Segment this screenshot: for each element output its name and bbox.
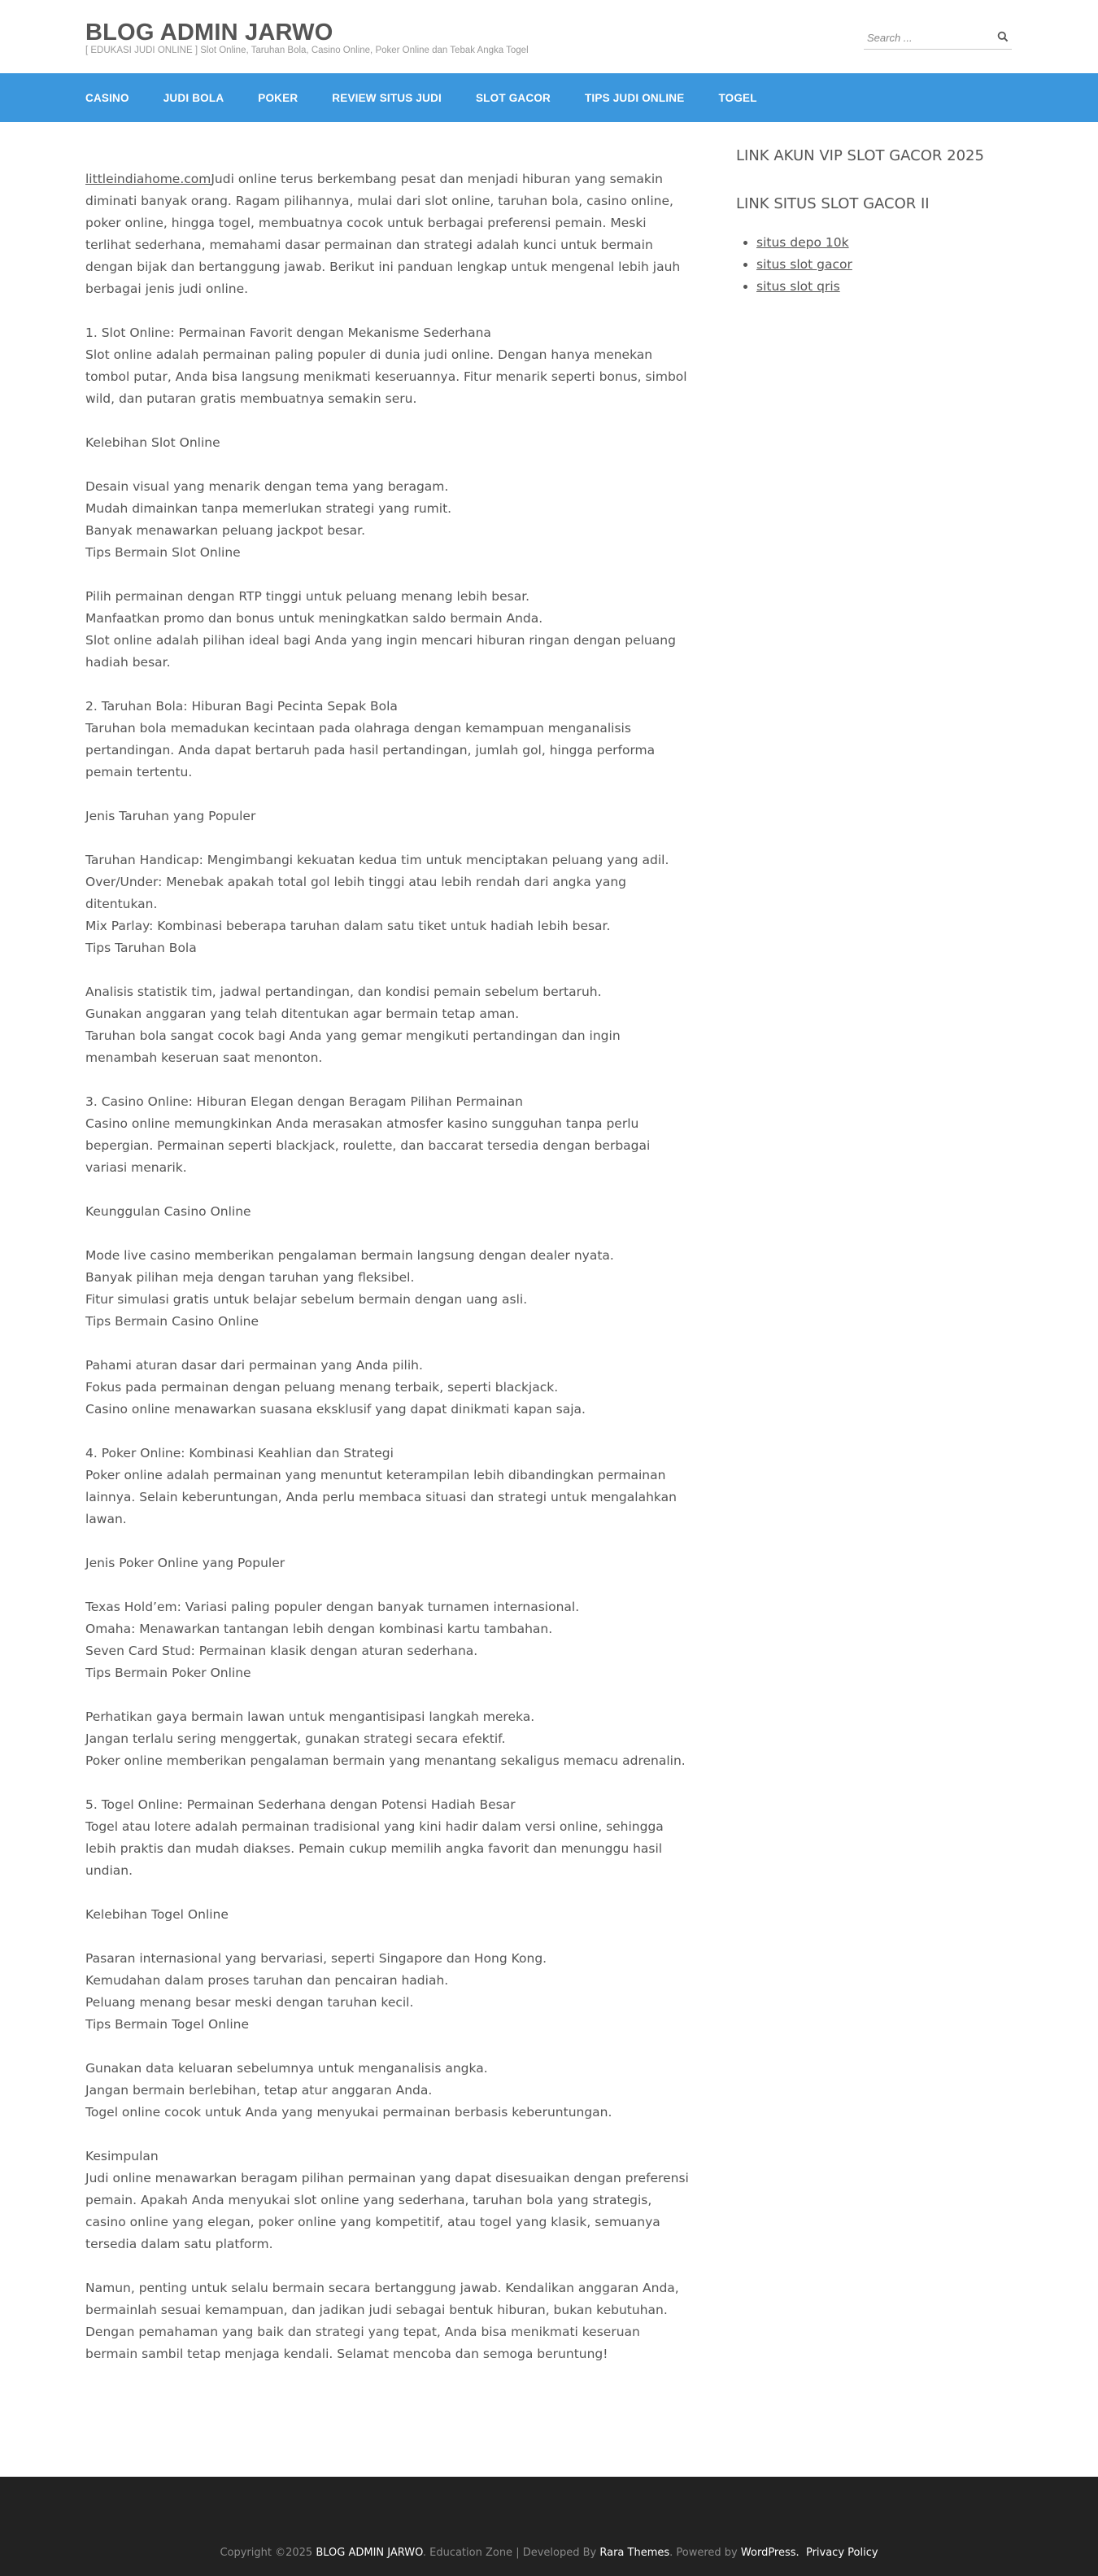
article-line: Over/Under: Menebak apakah total gol lebih tinggi atau lebih rendah dari angka yang ditentukan.	[85, 875, 626, 911]
article-paragraph	[85, 1948, 695, 2036]
article-paragraph	[85, 432, 695, 454]
footer-site-link[interactable]: BLOG ADMIN JARWO	[316, 2547, 423, 2559]
article-line: Casino online memungkinkan Anda merasakan atmosfer kasino sungguhan tanpa perlu bepergian. Permainan seperti blackjack, roulette, dan baccarat tersedia dengan berbagai variasi menarik.	[85, 1116, 651, 1175]
article-line: Fokus pada permainan dengan peluang menang terbaik, seperti blackjack.	[85, 1380, 559, 1395]
article-line: Pilih permainan dengan RTP tinggi untuk peluang menang lebih besar.	[85, 589, 530, 604]
article-line: Jangan bermain berlebihan, tetap atur anggaran Anda.	[85, 2083, 433, 2098]
article-line: Keunggulan Casino Online	[85, 1204, 251, 1219]
article-line: Desain visual yang menarik dengan tema yang beragam.	[85, 479, 449, 494]
article-line: Taruhan Handicap: Mengimbangi kekuatan kedua tim untuk menciptakan peluang yang adil.	[85, 853, 669, 867]
search-form	[864, 27, 1012, 50]
article-line: Tips Taruhan Bola	[85, 941, 197, 955]
article-paragraph	[85, 2146, 695, 2255]
article-line: Jenis Poker Online yang Populer	[85, 1556, 285, 1570]
article-paragraph	[85, 806, 695, 827]
sidebar-link-situs-slot-gacor[interactable]: situs slot gacor	[756, 257, 852, 272]
article-paragraph	[85, 1245, 695, 1333]
article-line: Banyak menawarkan peluang jackpot besar.	[85, 523, 366, 538]
article-paragraph	[85, 1201, 695, 1223]
site-title[interactable]: BLOG ADMIN JARWO	[85, 20, 333, 46]
article-paragraph	[85, 1091, 695, 1179]
article-line: Peluang menang besar meski dengan taruhan kecil.	[85, 1995, 414, 2010]
article-line: Omaha: Menawarkan tantangan lebih dengan kombinasi kartu tambahan.	[85, 1622, 553, 1636]
nav-item-judi-bola[interactable]: JUDI BOLA	[163, 91, 224, 104]
article-line: Slot online adalah permainan paling populer di dunia judi online. Dengan hanya menekan tombol putar, Anda bisa langsung menikmati keseruannya. Fitur menarik seperti bonus, simbol wild, dan putaran gratis membuatnya semakin seru.	[85, 347, 687, 406]
article-paragraph	[85, 1355, 695, 1421]
article-line: Tips Bermain Casino Online	[85, 1314, 259, 1329]
article-line: Taruhan bola sangat cocok bagi Anda yang gemar mengikuti pertandingan dan ingin menambah keseruan saat menonton.	[85, 1028, 621, 1065]
article-paragraph	[85, 1596, 695, 1684]
article-line: Namun, penting untuk selalu bermain secara bertanggung jawab. Kendalikan anggaran Anda, bermainlah sesuai kemampuan, dan jadikan judi sebagai bentuk hiburan, bukan kebutuhan. Dengan pemahaman yang baik dan strategi yang tepat, Anda bisa menikmati keseruan bermain sambil tetap menjaga kendali. Selamat mencoba dan semoga beruntung!	[85, 2281, 679, 2361]
intro-paragraph	[85, 168, 695, 300]
article-line: 1. Slot Online: Permainan Favorit dengan Mekanisme Sederhana	[85, 325, 491, 340]
article-paragraph	[85, 696, 695, 784]
article-line: Poker online memberikan pengalaman bermain yang menantang sekaligus memacu adrenalin.	[85, 1753, 686, 1768]
nav-item-poker[interactable]: POKER	[258, 91, 298, 104]
sidebar	[736, 146, 1013, 298]
article-line: Mode live casino memberikan pengalaman bermain langsung dengan dealer nyata.	[85, 1248, 614, 1263]
footer-powered-text: . Powered by	[669, 2547, 738, 2559]
footer-theme-text: . Education Zone | Developed By	[422, 2547, 597, 2559]
intro-link[interactable]: littleindiahome.com	[85, 172, 211, 186]
article-line: Kelebihan Slot Online	[85, 435, 220, 450]
article-line: Kelebihan Togel Online	[85, 1907, 229, 1922]
article-line: Kesimpulan	[85, 2149, 159, 2163]
search-button[interactable]	[996, 30, 1010, 45]
article-line: Mix Parlay: Kombinasi beberapa taruhan dalam satu tiket untuk hadiah lebih besar.	[85, 919, 611, 933]
article-paragraph	[85, 1552, 695, 1574]
article-line: Gunakan anggaran yang telah ditentukan agar bermain tetap aman.	[85, 1006, 520, 1021]
footer-text: Copyright ©2025 BLOG ADMIN JARWO. Education Zone | Developed By Rara Themes. Powered by WordPress. Privacy Policy	[220, 2547, 878, 2559]
article-line: Taruhan bola memadukan kecintaan pada olahraga dengan kemampuan menganalisis pertandingan. Anda dapat bertaruh pada hasil pertandingan, jumlah gol, hingga performa pemain tertentu.	[85, 721, 656, 779]
article-paragraph	[85, 1904, 695, 1926]
article-line: Mudah dimainkan tanpa memerlukan strategi yang rumit.	[85, 501, 452, 516]
article-line: Tips Bermain Poker Online	[85, 1666, 251, 1680]
sidebar-list-item	[756, 232, 1013, 254]
article-line: Poker online adalah permainan yang menuntut keterampilan lebih dibandingkan permainan lainnya. Selain keberuntungan, Anda perlu membaca situasi dan strategi untuk mengalahkan lawan.	[85, 1468, 677, 1526]
footer-wordpress-link[interactable]: WordPress	[740, 2547, 796, 2559]
sidebar-link-situs-depo-10k[interactable]: situs depo 10k	[756, 235, 849, 250]
article-line: Tips Bermain Slot Online	[85, 545, 241, 560]
article-paragraph	[85, 586, 695, 674]
article-line: Gunakan data keluaran sebelumnya untuk menganalisis angka.	[85, 2061, 488, 2076]
article-line: Judi online menawarkan beragam pilihan permainan yang dapat disesuaikan dengan preferensi pemain. Apakah Anda menyukai slot online yang sederhana, taruhan bola yang strategis, casino online yang elegan, poker online yang kompetitif, atau togel yang klasik, semuanya tersedia dalam satu platform.	[85, 2171, 689, 2251]
article-line: Pahami aturan dasar dari permainan yang Anda pilih.	[85, 1358, 423, 1373]
nav-item-casino[interactable]: CASINO	[85, 91, 129, 104]
article-line: Jenis Taruhan yang Populer	[85, 809, 256, 823]
article-paragraph	[85, 981, 695, 1069]
nav-item-slot-gacor[interactable]: SLOT GACOR	[475, 91, 551, 104]
site-description: [ EDUKASI JUDI ONLINE ] Slot Online, Taruhan Bola, Casino Online, Poker Online dan Tebak Angka Togel	[85, 46, 529, 55]
site-header	[0, 0, 1098, 73]
sidebar-link-situs-slot-qris[interactable]: situs slot qris	[756, 279, 840, 294]
article-line: Kemudahan dalam proses taruhan dan pencairan hadiah.	[85, 1973, 449, 1988]
sidebar-list-item	[756, 254, 1013, 276]
article-line: Slot online adalah pilihan ideal bagi Anda yang ingin mencari hiburan ringan dengan peluang hadiah besar.	[85, 633, 676, 670]
article-paragraph	[85, 1443, 695, 1530]
article-line: 3. Casino Online: Hiburan Elegan dengan Beragam Pilihan Permainan	[85, 1094, 523, 1109]
article-line: Togel atau lotere adalah permainan tradisional yang kini hadir dalam versi online, sehingga lebih praktis dan mudah diakses. Pemain cukup memilih angka favorit dan menunggu hasil undian.	[85, 1819, 664, 1878]
article-line: Casino online menawarkan suasana eksklusif yang dapat dinikmati kapan saja.	[85, 1402, 586, 1417]
site-footer	[0, 2477, 1098, 2576]
sidebar-list-item	[756, 276, 1013, 298]
widget-title-vip: LINK AKUN VIP SLOT GACOR 2025	[736, 147, 984, 164]
nav-item-review-situs-judi[interactable]: REVIEW SITUS JUDI	[332, 91, 442, 104]
intro-text: Judi online terus berkembang pesat dan menjadi hiburan yang semakin diminati banyak orang. Ragam pilihannya, mulai dari slot online, taruhan bola, casino online, poker online, hingga togel, membuatnya cocok untuk berbagai preferensi pemain. Meski terlihat sederhana, memahami dasar permainan dan strategi adalah kunci untuk bermain dengan bijak dan bertanggung jawab. Berikut ini panduan lengkap untuk mengenal lebih jauh berbagai jenis judi online.	[85, 172, 681, 296]
article-body	[85, 322, 695, 2365]
article-line: 2. Taruhan Bola: Hiburan Bagi Pecinta Sepak Bola	[85, 699, 398, 714]
main-nav	[0, 73, 1098, 122]
article-paragraph	[85, 1706, 695, 1772]
nav-item-togel[interactable]: TOGEL	[718, 91, 757, 104]
article-paragraph	[85, 322, 695, 410]
article-line: Tips Bermain Togel Online	[85, 2017, 249, 2032]
article-line: Jangan terlalu sering menggertak, gunakan strategi secara efektif.	[85, 1731, 506, 1746]
article-line: 4. Poker Online: Kombinasi Keahlian dan Strategi	[85, 1446, 394, 1460]
search-input[interactable]	[864, 27, 986, 48]
article-line: Texas Hold’em: Variasi paling populer dengan banyak turnamen internasional.	[85, 1600, 580, 1614]
article-line: Analisis statistik tim, jadwal pertandingan, dan kondisi pemain sebelum bertaruh.	[85, 985, 602, 999]
sidebar-link-list	[736, 232, 1013, 298]
article-paragraph	[85, 2277, 695, 2365]
article-line: Perhatikan gaya bermain lawan untuk mengantisipasi langkah mereka.	[85, 1709, 535, 1724]
article-line: Seven Card Stud: Permainan klasik dengan aturan sederhana.	[85, 1644, 478, 1658]
footer-developer-link[interactable]: Rara Themes	[599, 2547, 670, 2559]
footer-privacy-link[interactable]: Privacy Policy	[805, 2547, 878, 2559]
article-paragraph	[85, 1794, 695, 1882]
article-paragraph	[85, 476, 695, 564]
search-icon	[997, 31, 1009, 42]
article-line: Togel online cocok untuk Anda yang menyukai permainan berbasis keberuntungan.	[85, 2105, 612, 2120]
footer-copyright: Copyright ©2025	[220, 2547, 313, 2559]
article-line: Banyak pilihan meja dengan taruhan yang fleksibel.	[85, 1270, 415, 1285]
nav-list	[85, 73, 791, 122]
article-line: Pasaran internasional yang bervariasi, seperti Singapore dan Hong Kong.	[85, 1951, 547, 1966]
nav-item-tips-judi-online[interactable]: TIPS JUDI ONLINE	[584, 91, 685, 104]
article-line: Manfaatkan promo dan bonus untuk meningkatkan saldo bermain Anda.	[85, 611, 543, 626]
article-paragraph	[85, 849, 695, 959]
article-content	[85, 168, 695, 2387]
widget-title-gacor: LINK SITUS SLOT GACOR II	[736, 195, 930, 212]
article-paragraph	[85, 2058, 695, 2124]
article-line: 5. Togel Online: Permainan Sederhana dengan Potensi Hadiah Besar	[85, 1797, 516, 1812]
article-line: Fitur simulasi gratis untuk belajar sebelum bermain dengan uang asli.	[85, 1292, 528, 1307]
